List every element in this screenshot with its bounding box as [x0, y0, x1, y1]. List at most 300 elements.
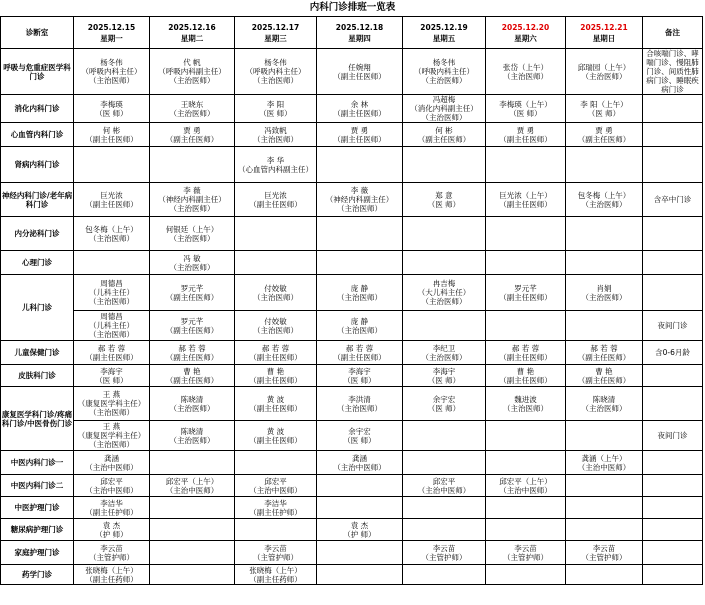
doctor-line: （主治医师） [89, 408, 134, 417]
remark-cell: 夜间门诊 [643, 421, 703, 451]
doctor-line: （副主任医师） [85, 134, 138, 144]
doctor-line: 王晓东 [180, 99, 204, 109]
remark-cell [643, 519, 703, 541]
doctor-cell [317, 183, 403, 217]
doctor-line: （主治医师） [581, 199, 627, 209]
department-name: 皮肤科门诊 [1, 365, 74, 387]
doctor-cell [566, 519, 643, 541]
doctor-cell [566, 387, 643, 421]
day-date: 2025.12.17 [251, 22, 300, 32]
doctor-line: （主治中医师） [249, 485, 302, 495]
doctor-line: （主治医师） [253, 76, 298, 85]
doctor-line: （副主任医师） [333, 108, 386, 118]
doctor-cell [486, 311, 566, 341]
doctor-line: 包冬梅（上午） [85, 224, 138, 234]
schedule-table [0, 16, 703, 585]
doctor-cell [486, 183, 566, 217]
doctor-line: （副主任医师） [417, 134, 471, 144]
doctor-line: （主管护师） [89, 552, 134, 562]
department-name: 儿童保健门诊 [1, 341, 74, 365]
doctor-line: 黄 波 [266, 426, 285, 436]
doctor-cell [74, 387, 150, 421]
doctor-line: （副主任药师） [249, 574, 302, 584]
doctor-line: 邱宏平 [100, 476, 123, 486]
day-header [566, 17, 643, 49]
doctor-cell [403, 217, 486, 251]
doctor-line: （主治医师） [89, 330, 134, 339]
doctor-line: 李 薇 [183, 186, 201, 195]
doctor-cell [74, 311, 150, 341]
doctor-cell [566, 497, 643, 519]
remark-cell: 合咳喘门诊、哮喘门诊、慢阻肺门诊、间质性肺病门诊、睡眠疾病门诊 [643, 49, 703, 95]
doctor-cell [317, 341, 403, 365]
doctor-cell [403, 275, 486, 311]
doctor-cell [235, 123, 317, 147]
department-name: 中医护理门诊 [1, 497, 74, 519]
doctor-line: （副主任医师） [499, 134, 552, 144]
doctor-line: （呼吸内科主任） [414, 67, 474, 76]
doctor-line: （主治医师） [421, 113, 467, 122]
doctor-cell [403, 341, 486, 365]
doctor-cell [235, 95, 317, 123]
doctor-cell [486, 123, 566, 147]
doctor-line: （主治医师） [169, 262, 215, 272]
doctor-line: （主治医师） [169, 403, 215, 413]
doctor-cell [317, 541, 403, 565]
doctor-line: （护 师） [95, 529, 128, 539]
day-date: 2025.12.19 [420, 22, 468, 32]
day-weekday: 星期二 [180, 33, 204, 43]
doctor-cell [150, 541, 235, 565]
doctor-line: （副主任医师） [165, 134, 219, 144]
doctor-line: 邱宏平 [264, 476, 287, 486]
doctor-line: （副主任医师） [499, 199, 552, 209]
doctor-line: （主治中医师） [85, 485, 138, 495]
doctor-line: 陈晓清 [592, 394, 616, 404]
doctor-line: 杨冬伟 [100, 58, 123, 67]
doctor-line: 李洪清 [348, 394, 371, 404]
doctor-line: 冉吉梅 [432, 279, 456, 288]
doctor-line: （主治中医师） [85, 462, 138, 472]
doctor-cell [566, 311, 643, 341]
doctor-cell [150, 365, 235, 387]
doctor-line: （儿科主任） [89, 321, 134, 330]
day-header [403, 17, 486, 49]
doctor-line: （神经内科副主任） [325, 195, 394, 204]
doctor-cell [235, 565, 317, 585]
day-weekday: 星期三 [264, 33, 287, 43]
remark-cell [643, 95, 703, 123]
doctor-line: 李云苗 [432, 543, 456, 553]
doctor-line: 李 阳 [266, 99, 285, 109]
doctor-line: （主治医师） [421, 76, 467, 85]
doctor-cell [403, 421, 486, 451]
doctor-line: （护 师） [343, 529, 376, 539]
doctor-line: 李云苗 [100, 543, 123, 553]
doctor-cell [403, 365, 486, 387]
schedule-row [1, 123, 703, 147]
doctor-cell [486, 387, 566, 421]
doctor-cell [235, 451, 317, 475]
doctor-line: （呼吸内科主任） [81, 67, 142, 76]
day-date: 2025.12.16 [168, 22, 216, 32]
doctor-line: （副主任医师） [577, 352, 631, 362]
day-date: 2025.12.18 [335, 22, 384, 32]
doctor-cell [486, 565, 566, 585]
doctor-cell [566, 341, 643, 365]
remark-cell: 含卒中门诊 [643, 183, 703, 217]
doctor-cell [486, 251, 566, 275]
doctor-cell [566, 475, 643, 497]
doctor-cell [74, 275, 150, 311]
doctor-cell [317, 497, 403, 519]
doctor-line: （主治医师） [581, 292, 627, 302]
doctor-cell [566, 251, 643, 275]
doctor-line: （主治医师） [169, 76, 215, 85]
doctor-cell [74, 341, 150, 365]
doctor-line: 龚涵（上午） [581, 453, 627, 463]
doctor-line: （主治医师） [253, 325, 298, 335]
doctor-line: （副主任护师） [85, 507, 138, 517]
doctor-line: 贾 勇 [516, 125, 535, 135]
department-name: 心血管内科门诊 [1, 123, 74, 147]
doctor-line: （医 师） [587, 108, 621, 118]
doctor-cell [150, 95, 235, 123]
doctor-line: 李 薇 [350, 186, 369, 195]
doctor-cell [486, 217, 566, 251]
doctor-cell [317, 451, 403, 475]
schedule-row [1, 451, 703, 475]
doctor-cell [566, 275, 643, 311]
doctor-line: 郝 若 蓉 [590, 343, 618, 353]
doctor-line: 李海宇 [348, 366, 371, 376]
remark-cell [643, 451, 703, 475]
doctor-line: （副主任医师） [499, 375, 552, 385]
doctor-cell [235, 49, 317, 95]
schedule-row [1, 183, 703, 217]
doctor-cell [486, 275, 566, 311]
doctor-line: 周德昌 [100, 279, 123, 288]
doctor-line: （医 师） [427, 375, 461, 385]
doctor-cell [566, 123, 643, 147]
doctor-line: 张岱（上午） [503, 62, 548, 72]
doctor-line: （副主任医师） [577, 375, 631, 385]
doctor-line: （医 师） [95, 108, 128, 118]
department-name: 康复医学科门诊/疼痛科门诊/中医骨伤门诊 [1, 387, 74, 451]
doctor-line: （主治中医师） [165, 485, 219, 495]
doctor-cell [235, 519, 317, 541]
doctor-cell [486, 451, 566, 475]
doctor-line: 黄 波 [266, 394, 285, 404]
doctor-line: （主治医师） [337, 325, 382, 335]
doctor-cell [74, 183, 150, 217]
doctor-line: （副主任医师） [249, 199, 302, 209]
doctor-cell [235, 497, 317, 519]
doctor-line: （主治医师） [169, 204, 215, 213]
doctor-line: （医 师） [509, 108, 542, 118]
doctor-cell [317, 217, 403, 251]
doctor-line: （副主任医师） [165, 375, 219, 385]
doctor-line: （副主任医师） [333, 71, 386, 81]
day-weekday: 星期六 [514, 33, 537, 43]
remark-cell [643, 275, 703, 311]
doctor-line: （主治中医师） [417, 485, 471, 495]
doctor-cell [403, 475, 486, 497]
day-weekday: 星期五 [432, 33, 456, 43]
department-name: 呼吸与危重症医学科门诊 [1, 49, 74, 95]
doctor-cell [566, 365, 643, 387]
doctor-cell [150, 565, 235, 585]
doctor-cell [486, 341, 566, 365]
doctor-line: （主治医师） [337, 403, 382, 413]
schedule-row [1, 217, 703, 251]
department-name: 心理门诊 [1, 251, 74, 275]
doctor-line: （副主任医师） [165, 352, 219, 362]
doctor-cell [235, 147, 317, 183]
doctor-line: 冯致帆 [264, 125, 287, 135]
doctor-line: 张晓梅（上午） [249, 565, 302, 575]
doctor-cell [150, 451, 235, 475]
day-header [235, 17, 317, 49]
doctor-line: 陈晓清 [180, 394, 204, 404]
doctor-cell [74, 217, 150, 251]
doctor-line: 何 彬 [435, 125, 453, 135]
schedule-row [1, 387, 703, 421]
doctor-line: （副主任医师） [333, 134, 386, 144]
doctor-cell [486, 365, 566, 387]
doctor-cell [317, 475, 403, 497]
doctor-cell [74, 565, 150, 585]
doctor-line: 庞 静 [350, 316, 369, 326]
doctor-line: （副主任药师） [85, 574, 138, 584]
doctor-cell [235, 341, 317, 365]
doctor-cell [403, 123, 486, 147]
doctor-line: （副主任医师） [499, 352, 552, 362]
doctor-cell [403, 519, 486, 541]
doctor-line: 李海宇 [100, 366, 123, 376]
department-name: 药学门诊 [1, 565, 74, 585]
doctor-cell [403, 49, 486, 95]
doctor-line: （主治医师） [89, 440, 134, 449]
doctor-line: 何银廷（上午） [165, 224, 219, 234]
doctor-line: （康复医学科主任） [77, 399, 146, 408]
doctor-cell [150, 49, 235, 95]
doctor-cell [317, 275, 403, 311]
doctor-cell [403, 541, 486, 565]
doctor-line: （呼吸内科副主任） [158, 67, 226, 76]
doctor-line: （主治医师） [169, 233, 215, 243]
doctor-line: 王 燕 [102, 390, 121, 399]
doctor-cell [150, 123, 235, 147]
remark-cell [643, 541, 703, 565]
doctor-line: 龚涵 [352, 453, 367, 463]
doctor-cell [74, 49, 150, 95]
doctor-cell [235, 387, 317, 421]
doctor-line: 曹 艳 [266, 366, 285, 376]
doctor-line: 巨光浓（上午） [499, 190, 552, 200]
doctor-cell [74, 475, 150, 497]
doctor-line: （心血管内科副主任） [238, 164, 313, 174]
day-weekday: 星期一 [100, 33, 123, 43]
doctor-line: （主治医师） [503, 403, 548, 413]
doctor-cell [235, 541, 317, 565]
doctor-cell [74, 541, 150, 565]
doctor-cell [486, 95, 566, 123]
doctor-line: 邱宏平（上午） [165, 476, 219, 486]
doctor-cell [150, 251, 235, 275]
doctor-line: 贾 勇 [595, 125, 613, 135]
doctor-cell [566, 49, 643, 95]
doctor-cell [150, 475, 235, 497]
remark-cell: 夜间门诊 [643, 311, 703, 341]
doctor-cell [566, 183, 643, 217]
doctor-line: （医 师） [427, 199, 461, 209]
doctor-line: 李云苗 [514, 543, 537, 553]
doctor-cell [486, 541, 566, 565]
doctor-cell [150, 387, 235, 421]
doctor-line: （主治医师） [253, 134, 298, 144]
doctor-cell [317, 147, 403, 183]
doctor-cell [486, 49, 566, 95]
doctor-line: （主管护师） [503, 552, 548, 562]
doctor-line: （主治中医师） [333, 462, 386, 472]
doctor-line: 李云苗 [264, 543, 287, 553]
doctor-line: 何 彬 [102, 125, 121, 135]
doctor-cell [150, 519, 235, 541]
doctor-line: 邱瑞园（上午） [577, 62, 631, 72]
doctor-line: 王 燕 [102, 422, 121, 431]
doctor-cell [74, 365, 150, 387]
doctor-line: （医 师） [259, 108, 292, 118]
doctor-cell [403, 497, 486, 519]
doctor-cell [566, 541, 643, 565]
doctor-line: 李纪卫 [432, 343, 456, 353]
doctor-cell [317, 519, 403, 541]
doctor-line: 郝 若 蓉 [511, 343, 540, 353]
doctor-cell [486, 519, 566, 541]
doctor-cell [486, 147, 566, 183]
schedule-row [1, 275, 703, 311]
remark-cell [643, 387, 703, 421]
doctor-line: 付姣敏 [264, 283, 287, 293]
doctor-line: （副主任医师） [249, 375, 302, 385]
doctor-line: （儿科主任） [89, 288, 134, 297]
doctor-line: 包冬梅（上午） [577, 190, 631, 200]
remark-cell [643, 497, 703, 519]
doctor-line: （大儿科主任） [417, 288, 471, 297]
doctor-cell [403, 387, 486, 421]
day-date: 2025.12.20 [501, 22, 550, 32]
department-name: 肾病内科门诊 [1, 147, 74, 183]
doctor-cell [74, 123, 150, 147]
doctor-line: （消化内科副主任） [410, 104, 478, 113]
day-date: 2025.12.15 [87, 22, 136, 32]
doctor-cell [566, 451, 643, 475]
doctor-cell [317, 95, 403, 123]
schedule-row [1, 311, 703, 341]
doctor-line: 郝 若 蓉 [261, 343, 290, 353]
doctor-cell [566, 421, 643, 451]
day-weekday: 星期四 [348, 33, 371, 43]
doctor-line: （主治医师） [581, 403, 627, 413]
doctor-cell [317, 421, 403, 451]
doctor-cell [74, 421, 150, 451]
doctor-line: （主治医师） [89, 233, 134, 243]
doctor-line: （主治医师） [89, 76, 134, 85]
doctor-line: 任婉翔 [348, 62, 371, 72]
doctor-line: 肖娟 [596, 283, 612, 293]
doctor-cell [486, 475, 566, 497]
doctor-cell [317, 49, 403, 95]
remarks-header: 备注 [643, 17, 703, 49]
doctor-line: 曹 艳 [183, 366, 201, 376]
day-header [74, 17, 150, 49]
department-name: 儿科门诊 [1, 275, 74, 341]
doctor-line: （医 师） [427, 403, 461, 413]
doctor-line: （医 师） [95, 375, 128, 385]
doctor-line: （副主任医师） [249, 435, 302, 445]
doctor-line: （主治中医师） [499, 485, 552, 495]
doctor-cell [403, 251, 486, 275]
doctor-cell [235, 275, 317, 311]
remark-cell [643, 365, 703, 387]
doctor-line: （主治医师） [169, 108, 215, 118]
doctor-line: 付姣敏 [264, 316, 287, 326]
doctor-cell [74, 95, 150, 123]
department-name: 神经内科门诊/老年病科门诊 [1, 183, 74, 217]
doctor-line: 巨光浓 [100, 190, 123, 200]
doctor-line: 陈晓清 [180, 426, 204, 436]
doctor-line: 庞 静 [350, 283, 369, 293]
department-name: 中医内科门诊二 [1, 475, 74, 497]
schedule-row [1, 497, 703, 519]
doctor-cell [566, 147, 643, 183]
doctor-cell [150, 217, 235, 251]
doctor-line: 罗元芊 [514, 283, 537, 293]
doctor-line: （主治医师） [581, 71, 627, 81]
doctor-cell [235, 365, 317, 387]
schedule-row [1, 565, 703, 585]
doctor-line: （主治医师） [89, 297, 134, 306]
doctor-line: 邱宏平 [432, 476, 456, 486]
doctor-cell [235, 183, 317, 217]
doctor-cell [235, 217, 317, 251]
doctor-cell [403, 95, 486, 123]
department-name: 消化内科门诊 [1, 95, 74, 123]
doctor-cell [486, 497, 566, 519]
doctor-line: （医 师） [343, 375, 376, 385]
remark-cell [643, 147, 703, 183]
doctor-line: 郑 意 [435, 190, 453, 200]
doctor-line: （主治医师） [421, 297, 467, 306]
doctor-cell [235, 251, 317, 275]
doctor-cell [403, 311, 486, 341]
doctor-cell [74, 497, 150, 519]
doctor-cell [74, 519, 150, 541]
doctor-cell [403, 183, 486, 217]
doctor-line: （主治医师） [253, 292, 298, 302]
doctor-line: 李云苗 [592, 543, 616, 553]
doctor-line: （呼吸内科主任） [245, 67, 306, 76]
doctor-line: （副主任医师） [499, 292, 552, 302]
doctor-cell [486, 421, 566, 451]
day-header [317, 17, 403, 49]
doctor-line: 贾 勇 [183, 125, 201, 135]
doctor-line: 贾 勇 [350, 125, 369, 135]
doctor-line: 周德昌 [100, 312, 123, 321]
doctor-line: （医 师） [343, 435, 376, 445]
doctor-line: 郝 若 蓉 [345, 343, 374, 353]
